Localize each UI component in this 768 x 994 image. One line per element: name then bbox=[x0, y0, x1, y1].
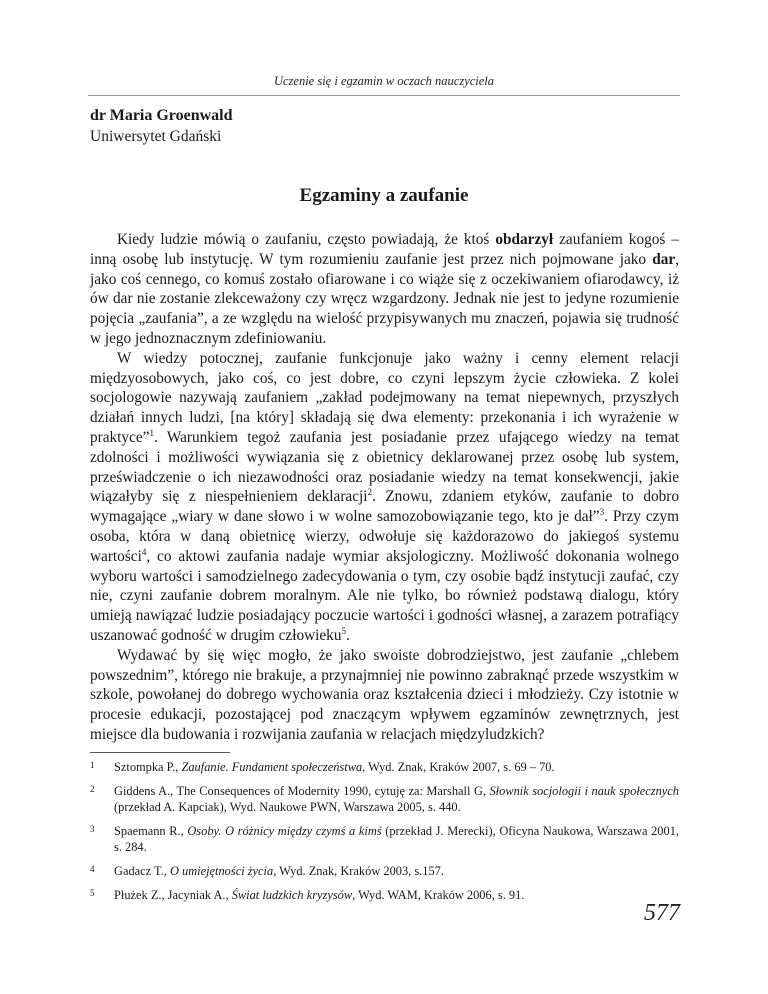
italic-title: Świat ludzkich kryzysów bbox=[231, 888, 353, 902]
footnote-number: 2 bbox=[90, 784, 95, 794]
footnote-number: 5 bbox=[90, 888, 95, 898]
footnotes bbox=[90, 759, 679, 911]
bold-term: dar bbox=[652, 250, 676, 268]
text-run: Wydawać by się więc mogło, że jako swoiste dobrodziejstwo, jest zaufanie „chlebem powszednim”, którego nie brakuje, a przynajmniej nie powinno zabraknąć przede wszystkim w szkole, powołanej do dobrego wychowania oraz kształcenia dzieci i młodzieży. Czy istotnie w procesie edukacji, pozostającej pod znaczącym wpływem egzaminów zewnętrznych, jest miejsce dla budowania i rozwijania zaufania w relacjach międzyludzkich? bbox=[90, 646, 679, 743]
text-run: Gadacz T., bbox=[114, 864, 170, 878]
footnote bbox=[90, 863, 679, 879]
text-run: Wyd. Znak, Kraków 2007, s. 69 – 70. bbox=[365, 760, 555, 774]
paragraph bbox=[90, 646, 679, 745]
text-run: Wyd. Znak, Kraków 2003, s.157. bbox=[276, 864, 444, 878]
text-run: Płużek Z., Jacyniak A., bbox=[114, 888, 232, 902]
footnote bbox=[90, 887, 679, 903]
author-affiliation: Uniwersytet Gdański bbox=[90, 128, 222, 145]
header-rule bbox=[88, 95, 680, 96]
italic-title: Osoby. O różnicy między czymś a kimś bbox=[187, 824, 382, 838]
article-title: Egzaminy a zaufanie bbox=[299, 185, 469, 206]
text-run: W wiedzy potocznej, zaufanie funkcjonuje jako ważny i cenny element relacji międzyosobowych, jako coś, co jest dobre, co czyni lepszym życie człowieka. Z kolei socjologowie nazywają zaufaniem „zakład podejmowany na temat niepewnych, przyszłych działań innych ludzi, [na który] składają się dwa elementy: przekonania i ich wyrażenie w praktyce” bbox=[90, 349, 679, 446]
text-run: Kiedy ludzie mówią o zaufaniu, często powiadają, że ktoś bbox=[117, 231, 496, 248]
text-run: . bbox=[345, 626, 350, 644]
footnote bbox=[90, 823, 679, 855]
text-run: (przekład J. Merecki), Oficyna Naukowa, Warszawa 2001, s. 284. bbox=[114, 824, 679, 854]
page-number: 577 bbox=[644, 900, 680, 926]
text-run: Sztompka P., bbox=[114, 760, 182, 774]
footnote-number: 3 bbox=[90, 824, 95, 834]
italic-title: Słownik socjologii i nauk społecznych bbox=[489, 784, 679, 798]
footnote-ref: 5 bbox=[341, 625, 346, 636]
text-run: Giddens A., The Consequences of Modernity 1990, cytuję za: Marshall G, bbox=[114, 784, 490, 798]
text-run: Spaemann R., bbox=[114, 824, 188, 838]
footnote-text bbox=[114, 888, 524, 902]
text-run: , Wyd. WAM, Kraków 2006, s. 91. bbox=[352, 888, 525, 902]
author-name: dr Maria Groenwald bbox=[90, 107, 233, 124]
text-run: . Warunkiem tegoż zaufania jest posiadanie przez ufającego wiedzy na temat zdolności i możliwości wywiązania się z obietnicy deklarowanej przez osobę lub system, przeświadczenie o ich niezawodności oraz posiadanie wiedzy na temat konsekwencji, jakie wiązałyby się z niespełnieniem deklaracji bbox=[90, 428, 679, 506]
text-run: , jako coś cennego, co komuś zostało ofiarowane i co wiąże się z oczekiwaniem ofiarodawcy, iż ów dar nie zostanie zlekceważony czy wręcz wzgardzony. Jednak nie jest to jedyne rozumienie pojęcia „zaufania”, a ze względu na wielość przypisywanych mu znaczeń, pojawia się trudność w jego jednoznacznym zdefiniowaniu. bbox=[90, 250, 679, 347]
footnote-text bbox=[114, 824, 679, 854]
footnote-ref: 1 bbox=[149, 427, 154, 438]
bold-term: obdarzył bbox=[495, 231, 554, 248]
text-run: . Znowu, zdaniem etyków, zaufanie to dobro wymagające „wiary w dane słowo i w wolne samozobowiązanie tego, kto je dał” bbox=[90, 488, 680, 526]
italic-title: Zaufanie. Fundament społeczeństwa, bbox=[181, 760, 366, 774]
footnote bbox=[90, 759, 679, 775]
footnote-number: 4 bbox=[90, 864, 95, 874]
text-run: , co aktowi zaufania nadaje wymiar aksjologiczny. Możliwość dokonania wolnego wyboru wartości i samodzielnego zadecydowania o tym, czy osobie bądź instytucji zaufać, czy nie, czyni zaufanie dobrem moralnym. Ale nie tylko, bo również podstawą dialogu, który umieją nawiązać ludzie posiadający poczucie wartości i godności własnej, a zarazem potrafiący uszanować godność w drugim człowieku bbox=[90, 547, 679, 644]
running-header: Uczenie się i egzamin w oczach nauczyciela bbox=[273, 74, 495, 88]
footnote-ref: 2 bbox=[367, 487, 373, 498]
footnote-text bbox=[114, 784, 679, 814]
footnote-text bbox=[114, 864, 444, 878]
footnote-ref: 3 bbox=[599, 507, 605, 518]
footnote-rule bbox=[90, 752, 230, 753]
footnote bbox=[90, 783, 679, 815]
article-body bbox=[90, 230, 679, 745]
paragraph bbox=[90, 230, 679, 349]
text-run: zaufaniem kogoś – inną osobę lub instytucję. W tym rozumieniu zaufanie jest przez nich pojmowane jako bbox=[90, 231, 679, 268]
footnote-ref: 4 bbox=[141, 546, 147, 557]
footnote-text bbox=[114, 760, 555, 774]
footnote-number: 1 bbox=[90, 760, 95, 770]
paragraph bbox=[90, 349, 679, 646]
italic-title: O umiejętności życia, bbox=[169, 864, 277, 878]
text-run: (przekład A. Kapciak), Wyd. Naukowe PWN, Warszawa 2005, s. 440. bbox=[114, 800, 461, 814]
text-run: . Przy czym osoba, która w daną obietnicę wierzy, odwołuje się każdorazowo do jakiegoś systemu wartości bbox=[90, 508, 680, 565]
